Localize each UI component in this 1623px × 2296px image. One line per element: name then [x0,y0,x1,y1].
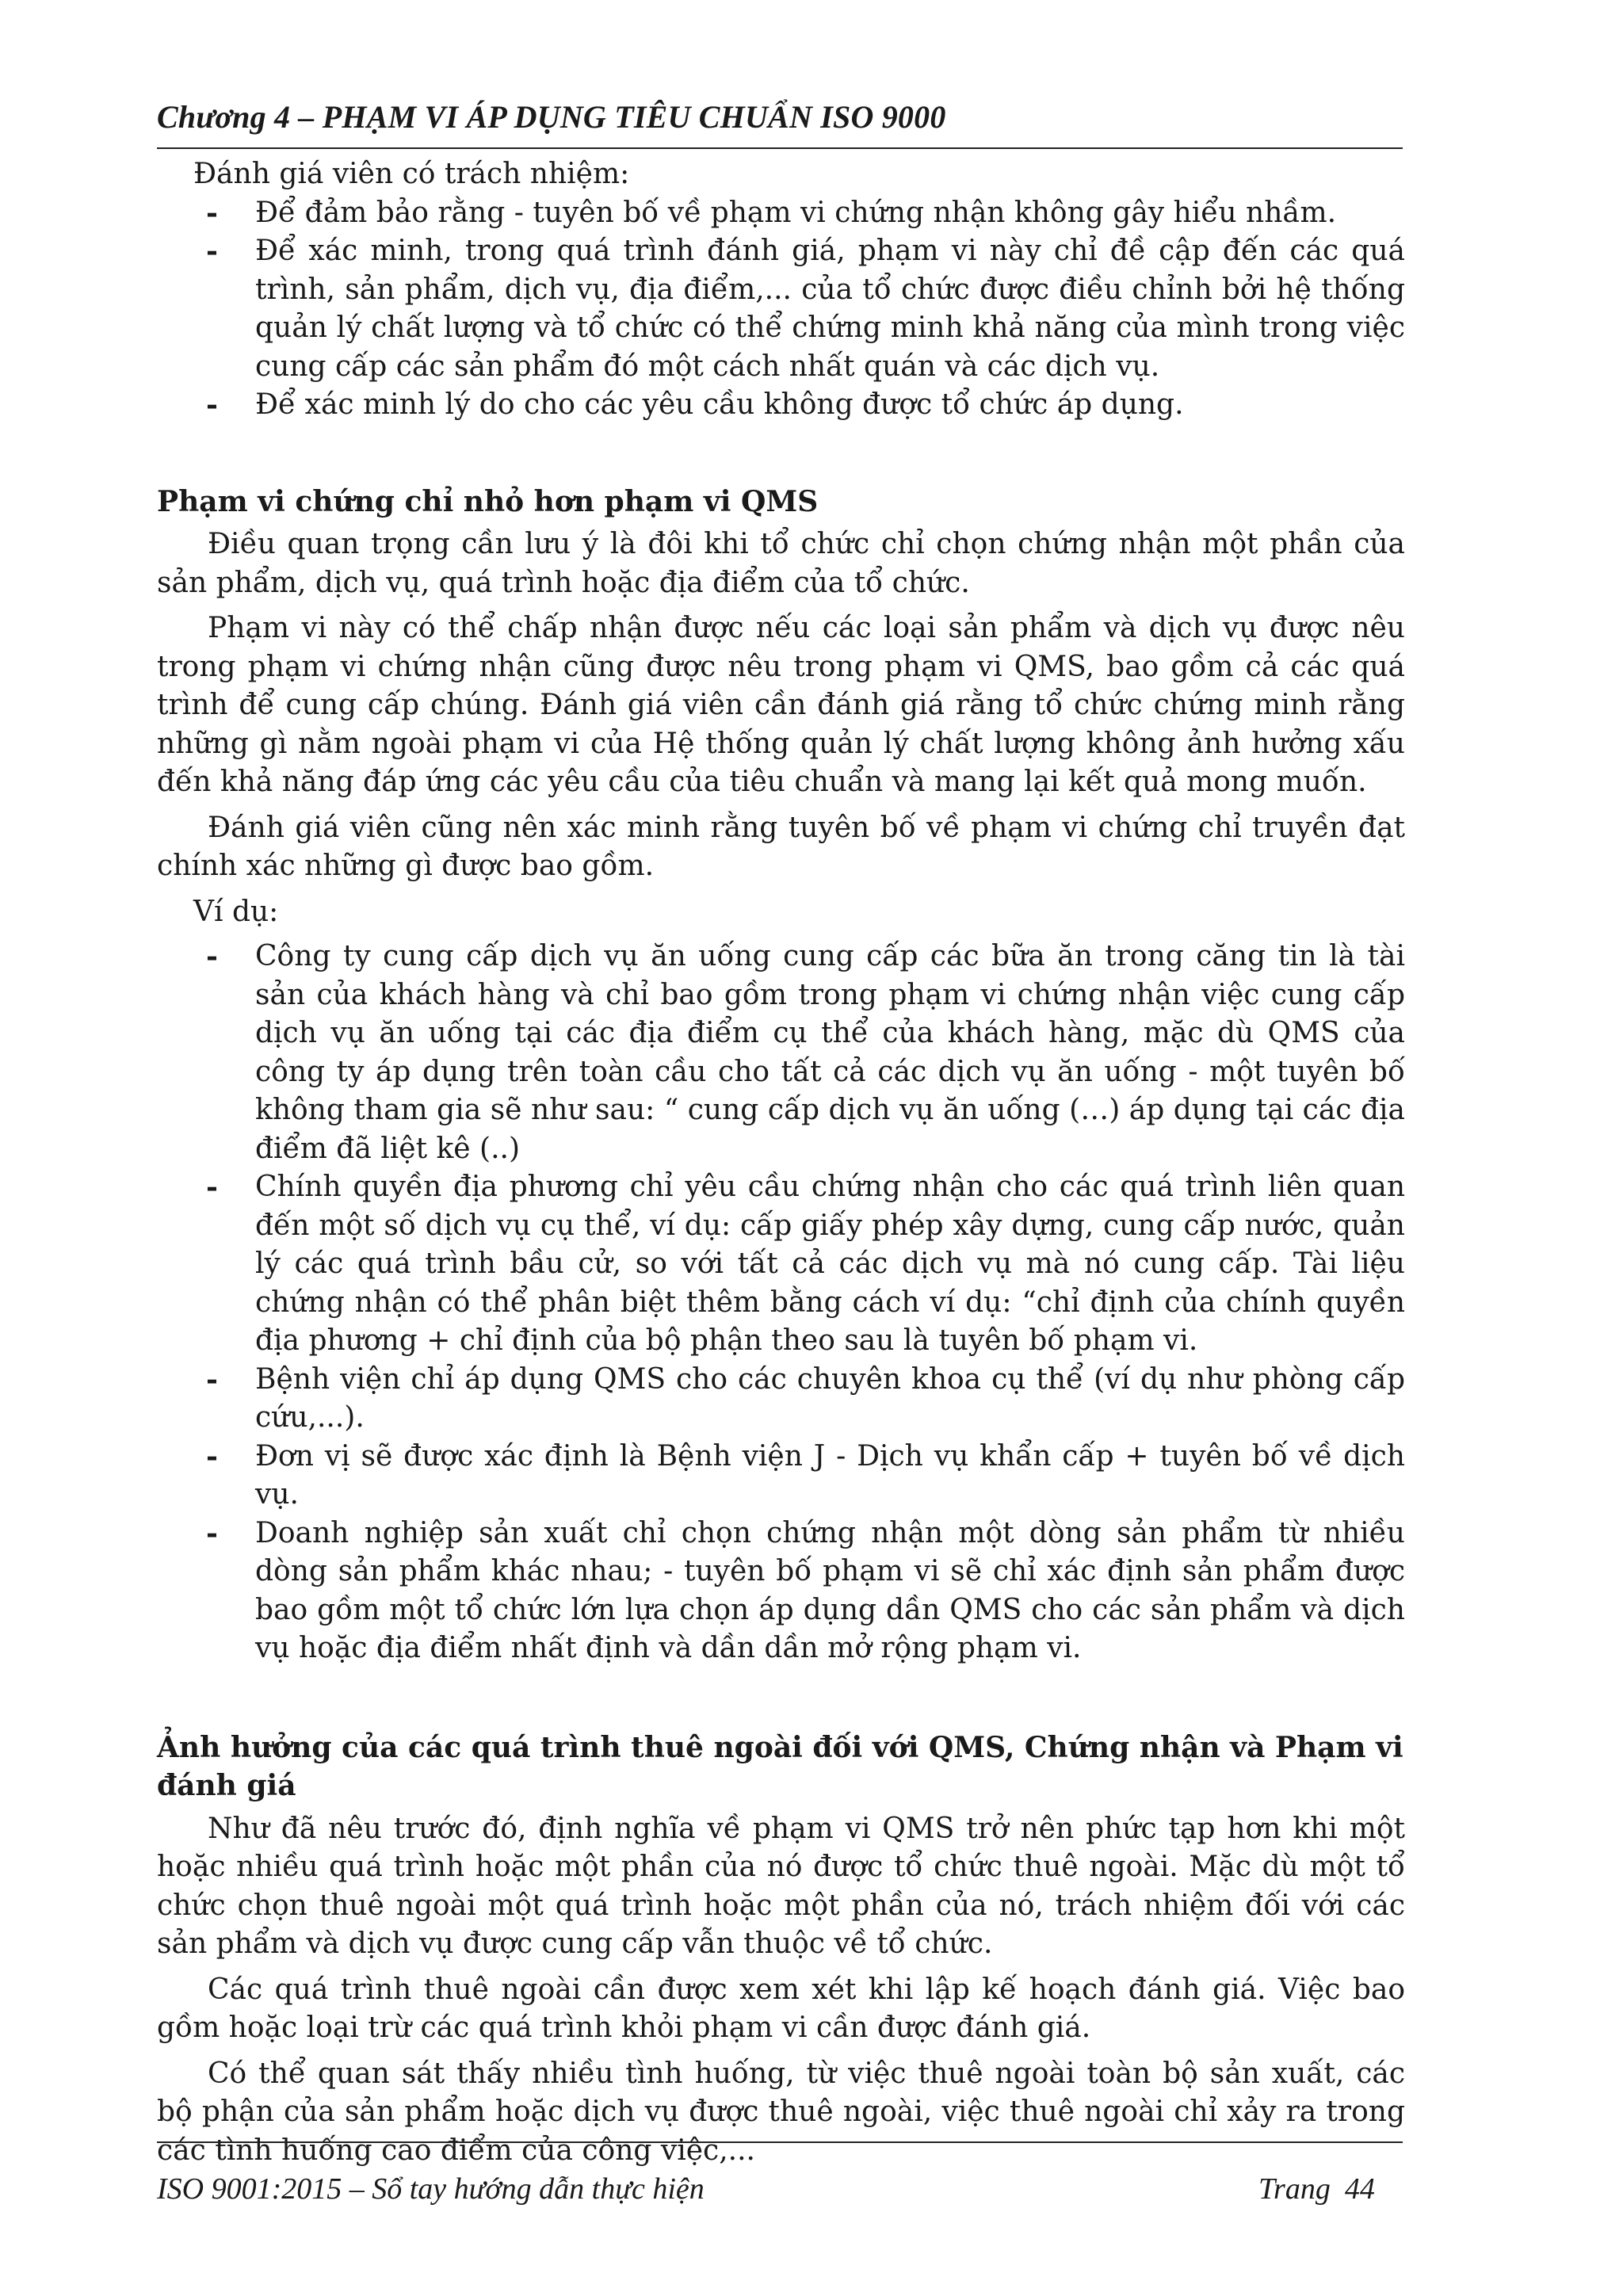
list-item [157,386,1405,425]
list-item [157,1168,1405,1361]
list-item-text: Doanh nghiệp sản xuất chỉ chọn chứng nhận một dòng sản phẩm từ nhiều dòng sản phẩm khác nhau; - tuyên bố phạm vi sẽ chỉ xác định sản phẩm được bao gồm một tổ chức lớn lựa chọn áp dụng dần QMS cho các sản phẩm và dịch vụ hoặc địa điểm nhất định và dần dần mở rộng phạm vi. [255,1516,1405,1664]
example-lead: Ví dụ: [193,895,279,928]
list-item-text: Chính quyền địa phương chỉ yêu cầu chứng nhận cho các quá trình liên quan đến một số dịch vụ cụ thể, ví dụ: cấp giấy phép xây dựng, cung cấp nước, quản lý các quá trình bầu cử, so với tất cả các dịch vụ mà nó cung cấp. Tài liệu chứng nhận có thể phân biệt thêm bằng cách ví dụ: “chỉ định của chính quyền địa phương + chỉ định của bộ phận theo sau là tuyên bố phạm vi. [255,1171,1405,1357]
paragraph: Các quá trình thuê ngoài cần được xem xét khi lập kế hoạch đánh giá. Việc bao gồm hoặc loại trừ các quá trình khỏi phạm vi cần được đánh giá. [157,1973,1405,2044]
chapter-header: Chương 4 – PHẠM VI ÁP DỤNG TIÊU CHUẨN ISO 9000 [157,99,946,135]
paragraph: Như đã nêu trước đó, định nghĩa về phạm vi QMS trở nên phức tạp hơn khi một hoặc nhiều quá trình hoặc một phần của nó được tổ chức thuê ngoài. Mặc dù một tổ chức chọn thuê ngoài một quá trình hoặc một phần của nó, trách nhiệm đối với các sản phẩm và dịch vụ được cung cấp vẫn thuộc về tổ chức. [157,1812,1405,1960]
page-number: 44 [1344,2172,1375,2206]
example-list [157,938,1405,1668]
paragraph: Có thể quan sát thấy nhiều tình huống, từ việc thuê ngoài toàn bộ sản xuất, các bộ phận của sản phẩm hoặc dịch vụ được thuê ngoài, việc thuê ngoài chỉ xảy ra trong các tình huống cao điểm của công việc,... [157,2057,1405,2167]
list-item [157,232,1405,386]
dash-marker: - [206,388,218,422]
dash-marker: - [206,1171,218,1204]
list-item-text: Để xác minh lý do cho các yêu cầu không được tổ chức áp dụng. [255,388,1184,421]
list-item-text: Bệnh viện chỉ áp dụng QMS cho các chuyên khoa cụ thể (ví dụ như phòng cấp cứu,...). [255,1362,1405,1434]
list-item-text: Để xác minh, trong quá trình đánh giá, phạm vi này chỉ đề cập đến các quá trình, sản phẩm, dịch vụ, địa điểm,... của tổ chức được điều chỉnh bởi hệ thống quản lý chất lượng và tổ chức có thể chứng minh khả năng của mình trong việc cung cấp các sản phẩm đó một cách nhất quán và các dịch vụ. [255,235,1405,383]
list-item [157,938,1405,1168]
list-item [157,1438,1405,1515]
paragraph: Điều quan trọng cần lưu ý là đôi khi tổ chức chỉ chọn chứng nhận một phần của sản phẩm, dịch vụ, quá trình hoặc địa điểm của tổ chức. [157,528,1405,599]
list-item [157,1361,1405,1438]
section-heading: Phạm vi chứng chỉ nhỏ hơn phạm vi QMS [157,484,819,518]
paragraph: Đánh giá viên cũng nên xác minh rằng tuyên bố về phạm vi chứng chỉ truyền đạt chính xác những gì được bao gồm. [157,811,1405,882]
footer-page-indicator [1258,2172,1375,2206]
intro-list [157,194,1405,425]
dash-marker: - [206,1516,218,1550]
list-item-text: Để đảm bảo rằng - tuyên bố về phạm vi chứng nhận không gây hiểu nhầm. [255,196,1337,229]
list-item [157,1515,1405,1668]
dash-marker: - [206,235,218,268]
dash-marker: - [206,1362,218,1396]
section-heading: Ảnh hưởng của các quá trình thuê ngoài đối với QMS, Chứng nhận và Phạm vi đánh giá [157,1730,1403,1802]
dash-marker: - [206,1439,218,1473]
list-item [157,194,1405,233]
paragraph: Phạm vi này có thể chấp nhận được nếu các loại sản phẩm và dịch vụ được nêu trong phạm vi chứng nhận cũng được nêu trong phạm vi QMS, bao gồm cả các quá trình để cung cấp chúng. Đánh giá viên cần đánh giá rằng tổ chức chứng minh rằng những gì nằm ngoài phạm vi của Hệ thống quản lý chất lượng không ảnh hưởng xấu đến khả năng đáp ứng các yêu cầu của tiêu chuẩn và mang lại kết quả mong muốn. [157,612,1405,798]
dash-marker: - [206,940,218,973]
intro-lead: Đánh giá viên có trách nhiệm: [193,158,630,190]
dash-marker: - [206,196,218,230]
list-item-text: Đơn vị sẽ được xác định là Bệnh viện J - Dịch vụ khẩn cấp + tuyên bố về dịch vụ. [255,1439,1405,1511]
page-body [157,152,1405,2177]
footer-rule [157,2141,1403,2143]
list-item-text: Công ty cung cấp dịch vụ ăn uống cung cấp các bữa ăn trong căng tin là tài sản của khách hàng và chỉ bao gồm trong phạm vi chứng nhận việc cung cấp dịch vụ ăn uống tại các địa điểm cụ thể của khách hàng, mặc dù QMS của công ty áp dụng trên toàn cầu cho tất cả các dịch vụ ăn uống - một tuyên bố không tham gia sẽ như sau: “ cung cấp dịch vụ ăn uống (…) áp dụng tại các địa điểm đã liệt kê (..) [255,940,1405,1165]
footer-book-title: ISO 9001:2015 – Sổ tay hướng dẫn thực hiện [157,2172,705,2206]
header-rule [157,147,1403,149]
page-label: Trang [1258,2172,1331,2206]
